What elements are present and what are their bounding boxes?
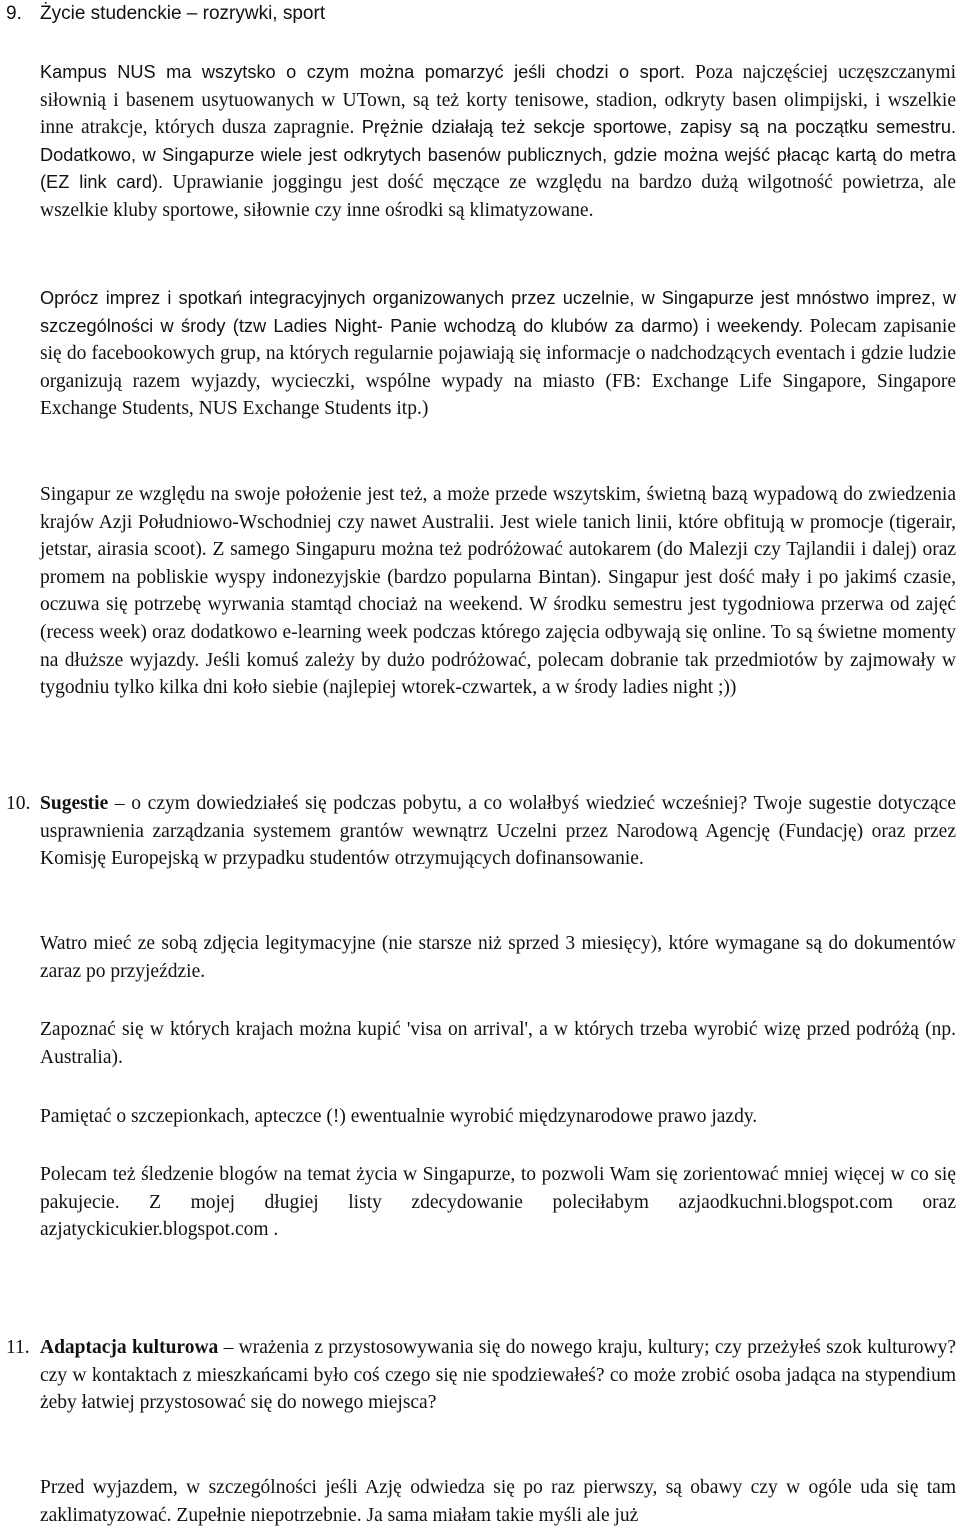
section-title-rest: – o czym dowiedziałeś się podczas pobytu, a co wolałbyś wiedzieć wcześniej? Twoje sugestie dotyczące usprawnienia zarządzania systemem grantów wewnątrz Uczelni przez Narodową Agencję (Fundację) oraz przez Komisję Europejską w przypadku studentów otrzymujących dofinansowanie.	[40, 793, 956, 870]
section-number: 11.	[6, 1337, 30, 1358]
section-question	[40, 790, 956, 873]
paragraph-blogs: Polecam też śledzenie blogów na temat życia w Singapurze, to pozwoli Wam się zorientować mniej więcej w co się pakujecie. Z mojej długiej listy zdecydowanie poleciłabym azjaodkuchni.blogspot.com oraz azjatyckicukier.blogspot.com .	[40, 1164, 956, 1241]
paragraph-travel: Singapur ze względu na swoje położenie jest też, a może przede wszytskim, świetną bazą wypadową do zwiedzenia krajów Azji Południowo-Wschodniej czy nawet Australii. Jest wiele tanich linii, które obfitują w promocje (tigerair, jetstar, airasia scoot). Z samego Singapuru można też podróżować autokarem (do Malezji czy Tajlandii i dalej) oraz promem na pobliskie wyspy indonezyjskie (bardzo popularna Bintan). Singapur jest dość mały i po jakimś czasie, oczuwa się potrzebę wyrwania stamtąd chociaż na weekend. W środku semestru jest tygodniowa przerwa od zajęć (recess week) oraz dodatkowo e-learning week podczas którego zajęcia odbywają się online. To są świetne momenty na dłuższe wyjazdy. Jeśli komuś zależy by dużo podróżować, polecam dobranie tak przedmiotów by zajmowały w tygodniu tylko kilka dni koło siebie (najlepiej wtorek-czwartek, a w środy ladies night ;))	[40, 484, 956, 699]
paragraph-text: Prężnie działają też sekcje sportowe, zapisy są na początku semestru. Dodatkowo, w Singapurze wiele jest odkrytych basenów publicznych, gdzie można wejść płacąc kartą do metra (EZ link card).	[40, 117, 956, 193]
paragraph-text: Poza najczęściej uczęszczanymi siłownią i basenem usytuowanych w UTown, są też korty tenisowe, stadion, odkryty basen olimpijski, i wszelkie inne atrakcje, których dusza zapragnie.	[40, 62, 957, 139]
section-title: Życie studenckie – rozrywki, sport	[40, 3, 326, 24]
paragraph-text: Uprawianie joggingu jest dość męczące ze względu na bardzo dużą wilgotność powietrza, ale wszelkie kluby sportowe, siłownie czy inne ośrodki są klimatyzowane.	[40, 172, 956, 221]
section-number: 10.	[6, 793, 31, 814]
paragraph-adaptation: Przed wyjazdem, w szczególności jeśli Azję odwiedza się po raz pierwszy, są obawy czy w ogóle uda się tam zaklimatyzować. Zupełnie niepotrzebnie. Ja sama miałam takie myśli ale już	[40, 1477, 956, 1526]
paragraph-vaccines: Pamiętać o szczepionkach, apteczce (!) ewentualnie wyrobić międzynarodowe prawo jazdy.	[40, 1106, 758, 1127]
section-number: 9.	[6, 3, 22, 24]
section-title-rest: – wrażenia z przystosowywania się do nowego kraju, kultury; czy przeżyłeś szok kulturowy? czy w kontaktach z mieszkańcami było coś czego się nie spodziewałeś? co może zrobić osoba jadąca na stypendium żeby łatwiej przystosować się do nowego miejsca?	[40, 1337, 957, 1414]
paragraph-photos: Watro mieć ze sobą zdjęcia legitymacyjne (nie starsze niż sprzed 3 miesięcy), które wymagane są do dokumentów zaraz po przyjeździe.	[40, 933, 956, 982]
paragraph-text: Polecam zapisanie się do facebookowych grup, na których regularnie pojawiają się informacje o nadchodzących eventach i gdzie ludzie organizują razem wyjazdy, wycieczki, wspólne wypady na miasto (FB: Exchange Life Singapore, Singapore Exchange Students, NUS Exchange Students itp.)	[40, 315, 956, 420]
section-question	[40, 1334, 956, 1417]
paragraph-text: Kampus NUS ma wszytsko o czym można pomarzyć jeśli chodzi o sport.	[40, 62, 686, 82]
section-title-bold: Sugestie	[40, 793, 109, 814]
paragraph-parties	[40, 285, 956, 423]
section-title-bold: Adaptacja kulturowa	[40, 1337, 219, 1358]
paragraph-text: Oprócz imprez i spotkań integracyjnych organizowanych przez uczelnie, w Singapurze jest mnóstwo imprez, w szczególności w środy (tzw Ladies Night- Panie wchodzą do klubów za darmo) i weekendy.	[40, 288, 956, 336]
paragraph-visa: Zapoznać się w których krajach można kupić 'visa on arrival', a w których trzeba wyrobić wizę przed podróżą (np. Australia).	[40, 1019, 956, 1068]
paragraph-sport	[40, 59, 956, 225]
